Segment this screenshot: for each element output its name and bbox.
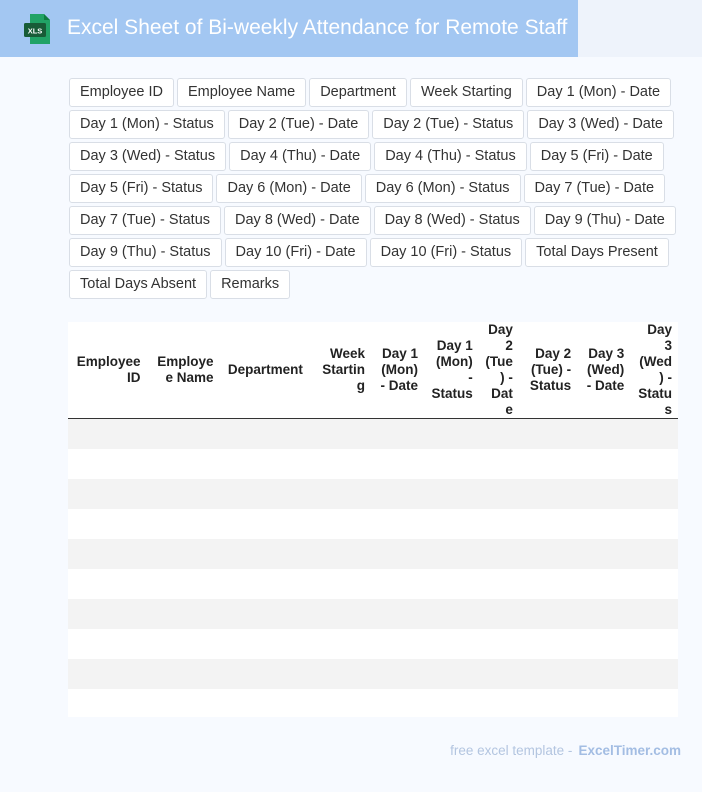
field-chip[interactable]: Day 1 (Mon) - Date xyxy=(526,78,671,107)
field-chip[interactable]: Total Days Present xyxy=(525,238,669,267)
field-chip[interactable]: Remarks xyxy=(210,270,290,299)
table-cell[interactable] xyxy=(424,539,479,569)
table-cell[interactable] xyxy=(519,659,577,689)
field-chip-list xyxy=(69,78,689,299)
table-cell[interactable] xyxy=(146,659,219,689)
table-cell[interactable] xyxy=(219,689,308,718)
footer-text: free excel template - xyxy=(450,743,573,758)
table-row xyxy=(68,449,678,479)
table-cell[interactable] xyxy=(519,509,577,539)
field-chip[interactable]: Total Days Absent xyxy=(69,270,207,299)
table-cell[interactable] xyxy=(479,629,519,659)
column-header: Day 3 (Wed) - Status xyxy=(630,322,678,419)
table-cell[interactable] xyxy=(577,629,630,659)
table-cell[interactable] xyxy=(371,449,424,479)
table-cell[interactable] xyxy=(630,689,678,718)
field-chip[interactable]: Day 2 (Tue) - Status xyxy=(372,110,524,139)
table-cell[interactable] xyxy=(371,629,424,659)
table-cell[interactable] xyxy=(479,659,519,689)
table-cell[interactable] xyxy=(479,449,519,479)
field-chip[interactable]: Employee ID xyxy=(69,78,174,107)
field-chip[interactable]: Day 9 (Thu) - Date xyxy=(534,206,676,235)
table-cell[interactable] xyxy=(219,569,308,599)
table-cell[interactable] xyxy=(68,629,146,659)
field-chip[interactable]: Day 2 (Tue) - Date xyxy=(228,110,370,139)
xls-file-icon xyxy=(24,14,50,44)
attendance-table xyxy=(68,322,678,717)
table-cell[interactable] xyxy=(219,479,308,509)
table-cell[interactable] xyxy=(519,629,577,659)
table-cell[interactable] xyxy=(309,539,371,569)
field-chip[interactable]: Day 10 (Fri) - Status xyxy=(370,238,523,267)
field-chip[interactable]: Employee Name xyxy=(177,78,306,107)
field-chip[interactable]: Day 4 (Thu) - Date xyxy=(229,142,371,171)
table-cell[interactable] xyxy=(309,659,371,689)
table-cell[interactable] xyxy=(519,569,577,599)
table-cell[interactable] xyxy=(146,629,219,659)
column-header: Department xyxy=(219,322,308,419)
table-cell[interactable] xyxy=(630,569,678,599)
table-cell[interactable] xyxy=(630,449,678,479)
table-cell[interactable] xyxy=(519,419,577,449)
table-cell[interactable] xyxy=(479,419,519,449)
table-cell[interactable] xyxy=(309,479,371,509)
xls-icon-label: XLS xyxy=(27,26,43,36)
field-chip[interactable]: Department xyxy=(309,78,407,107)
column-header: Day 1 (Mon) - Status xyxy=(424,322,479,419)
table-cell[interactable] xyxy=(68,509,146,539)
footer xyxy=(450,743,681,758)
table-cell[interactable] xyxy=(219,659,308,689)
page-title: Excel Sheet of Bi-weekly Attendance for Remote Staff xyxy=(67,16,568,39)
table-cell[interactable] xyxy=(68,569,146,599)
field-chip[interactable]: Day 6 (Mon) - Status xyxy=(365,174,521,203)
table-row xyxy=(68,629,678,659)
table-cell[interactable] xyxy=(577,539,630,569)
table-cell[interactable] xyxy=(146,689,219,718)
table-cell[interactable] xyxy=(68,599,146,629)
table-cell[interactable] xyxy=(519,449,577,479)
table-row xyxy=(68,419,678,449)
table-cell[interactable] xyxy=(68,479,146,509)
table-cell[interactable] xyxy=(424,449,479,479)
table-cell[interactable] xyxy=(424,569,479,599)
table-cell[interactable] xyxy=(519,599,577,629)
column-header: Employee Name xyxy=(146,322,219,419)
table-cell[interactable] xyxy=(519,689,577,718)
table-cell[interactable] xyxy=(577,449,630,479)
table-cell[interactable] xyxy=(219,599,308,629)
table-cell[interactable] xyxy=(630,659,678,689)
table-cell[interactable] xyxy=(146,479,219,509)
table-cell[interactable] xyxy=(424,599,479,629)
table-cell[interactable] xyxy=(219,629,308,659)
table-cell[interactable] xyxy=(309,569,371,599)
table-cell[interactable] xyxy=(371,599,424,629)
column-header: Day 2 (Tue) - Date xyxy=(479,322,519,419)
page-header xyxy=(0,0,578,57)
table-cell[interactable] xyxy=(577,659,630,689)
table-cell[interactable] xyxy=(309,419,371,449)
table-cell[interactable] xyxy=(371,569,424,599)
table-cell[interactable] xyxy=(424,509,479,539)
field-chip[interactable]: Day 4 (Thu) - Status xyxy=(374,142,527,171)
footer-brand-link[interactable]: ExcelTimer.com xyxy=(578,743,681,758)
table-cell[interactable] xyxy=(146,539,219,569)
field-chip[interactable]: Day 5 (Fri) - Status xyxy=(69,174,213,203)
field-chip[interactable]: Day 8 (Wed) - Status xyxy=(374,206,531,235)
table-cell[interactable] xyxy=(68,659,146,689)
table-cell[interactable] xyxy=(577,599,630,629)
table-cell[interactable] xyxy=(519,539,577,569)
table-row xyxy=(68,569,678,599)
table-cell[interactable] xyxy=(630,539,678,569)
table-row xyxy=(68,659,678,689)
column-header: Employee ID xyxy=(68,322,146,419)
table-cell[interactable] xyxy=(309,449,371,479)
table-cell[interactable] xyxy=(68,539,146,569)
table-cell[interactable] xyxy=(479,569,519,599)
table-cell[interactable] xyxy=(630,629,678,659)
field-chip[interactable]: Day 9 (Thu) - Status xyxy=(69,238,222,267)
table-cell[interactable] xyxy=(219,449,308,479)
field-chip[interactable]: Day 10 (Fri) - Date xyxy=(225,238,367,267)
field-chip[interactable]: Day 6 (Mon) - Date xyxy=(216,174,361,203)
table-cell[interactable] xyxy=(371,659,424,689)
field-chip[interactable]: Day 7 (Tue) - Date xyxy=(524,174,666,203)
table-cell[interactable] xyxy=(219,539,308,569)
table-cell[interactable] xyxy=(424,689,479,718)
table-cell[interactable] xyxy=(424,479,479,509)
table-cell[interactable] xyxy=(577,509,630,539)
table-row xyxy=(68,599,678,629)
table-cell[interactable] xyxy=(146,449,219,479)
field-chip[interactable]: Day 3 (Wed) - Date xyxy=(527,110,674,139)
table-cell[interactable] xyxy=(146,599,219,629)
table-cell[interactable] xyxy=(577,569,630,599)
table-cell[interactable] xyxy=(68,689,146,718)
table-cell[interactable] xyxy=(146,509,219,539)
field-chip[interactable]: Day 1 (Mon) - Status xyxy=(69,110,225,139)
table-cell[interactable] xyxy=(479,539,519,569)
table-cell[interactable] xyxy=(68,449,146,479)
table-cell[interactable] xyxy=(630,599,678,629)
table-cell[interactable] xyxy=(479,689,519,718)
column-header: Week Starting xyxy=(309,322,371,419)
field-chip[interactable]: Day 5 (Fri) - Date xyxy=(530,142,664,171)
table-cell[interactable] xyxy=(371,689,424,718)
table-cell[interactable] xyxy=(309,629,371,659)
table-cell[interactable] xyxy=(309,689,371,718)
table-cell[interactable] xyxy=(479,509,519,539)
table-cell[interactable] xyxy=(68,419,146,449)
attendance-table-container[interactable] xyxy=(68,322,678,717)
table-row xyxy=(68,509,678,539)
table-cell[interactable] xyxy=(146,569,219,599)
table-cell[interactable] xyxy=(309,599,371,629)
table-cell[interactable] xyxy=(219,419,308,449)
field-chip[interactable]: Day 8 (Wed) - Date xyxy=(224,206,371,235)
table-cell[interactable] xyxy=(577,689,630,718)
table-cell[interactable] xyxy=(630,509,678,539)
table-cell[interactable] xyxy=(146,419,219,449)
table-cell[interactable] xyxy=(371,539,424,569)
table-row xyxy=(68,539,678,569)
field-chip[interactable]: Day 7 (Tue) - Status xyxy=(69,206,221,235)
table-cell[interactable] xyxy=(424,659,479,689)
table-cell[interactable] xyxy=(630,479,678,509)
table-cell[interactable] xyxy=(424,419,479,449)
table-cell[interactable] xyxy=(479,479,519,509)
table-row xyxy=(68,479,678,509)
field-chip[interactable]: Day 3 (Wed) - Status xyxy=(69,142,226,171)
column-header: Day 3 (Wed) - Date xyxy=(577,322,630,419)
table-cell[interactable] xyxy=(424,629,479,659)
table-header-row xyxy=(68,322,678,419)
table-cell[interactable] xyxy=(371,479,424,509)
table-cell[interactable] xyxy=(219,509,308,539)
field-chip[interactable]: Week Starting xyxy=(410,78,523,107)
table-cell[interactable] xyxy=(371,419,424,449)
table-cell[interactable] xyxy=(479,599,519,629)
table-cell[interactable] xyxy=(371,509,424,539)
table-cell[interactable] xyxy=(309,509,371,539)
table-cell[interactable] xyxy=(519,479,577,509)
table-cell[interactable] xyxy=(577,419,630,449)
column-header: Day 2 (Tue) - Status xyxy=(519,322,577,419)
table-cell[interactable] xyxy=(630,419,678,449)
column-header: Day 1 (Mon) - Date xyxy=(371,322,424,419)
table-cell[interactable] xyxy=(577,479,630,509)
table-row xyxy=(68,689,678,718)
